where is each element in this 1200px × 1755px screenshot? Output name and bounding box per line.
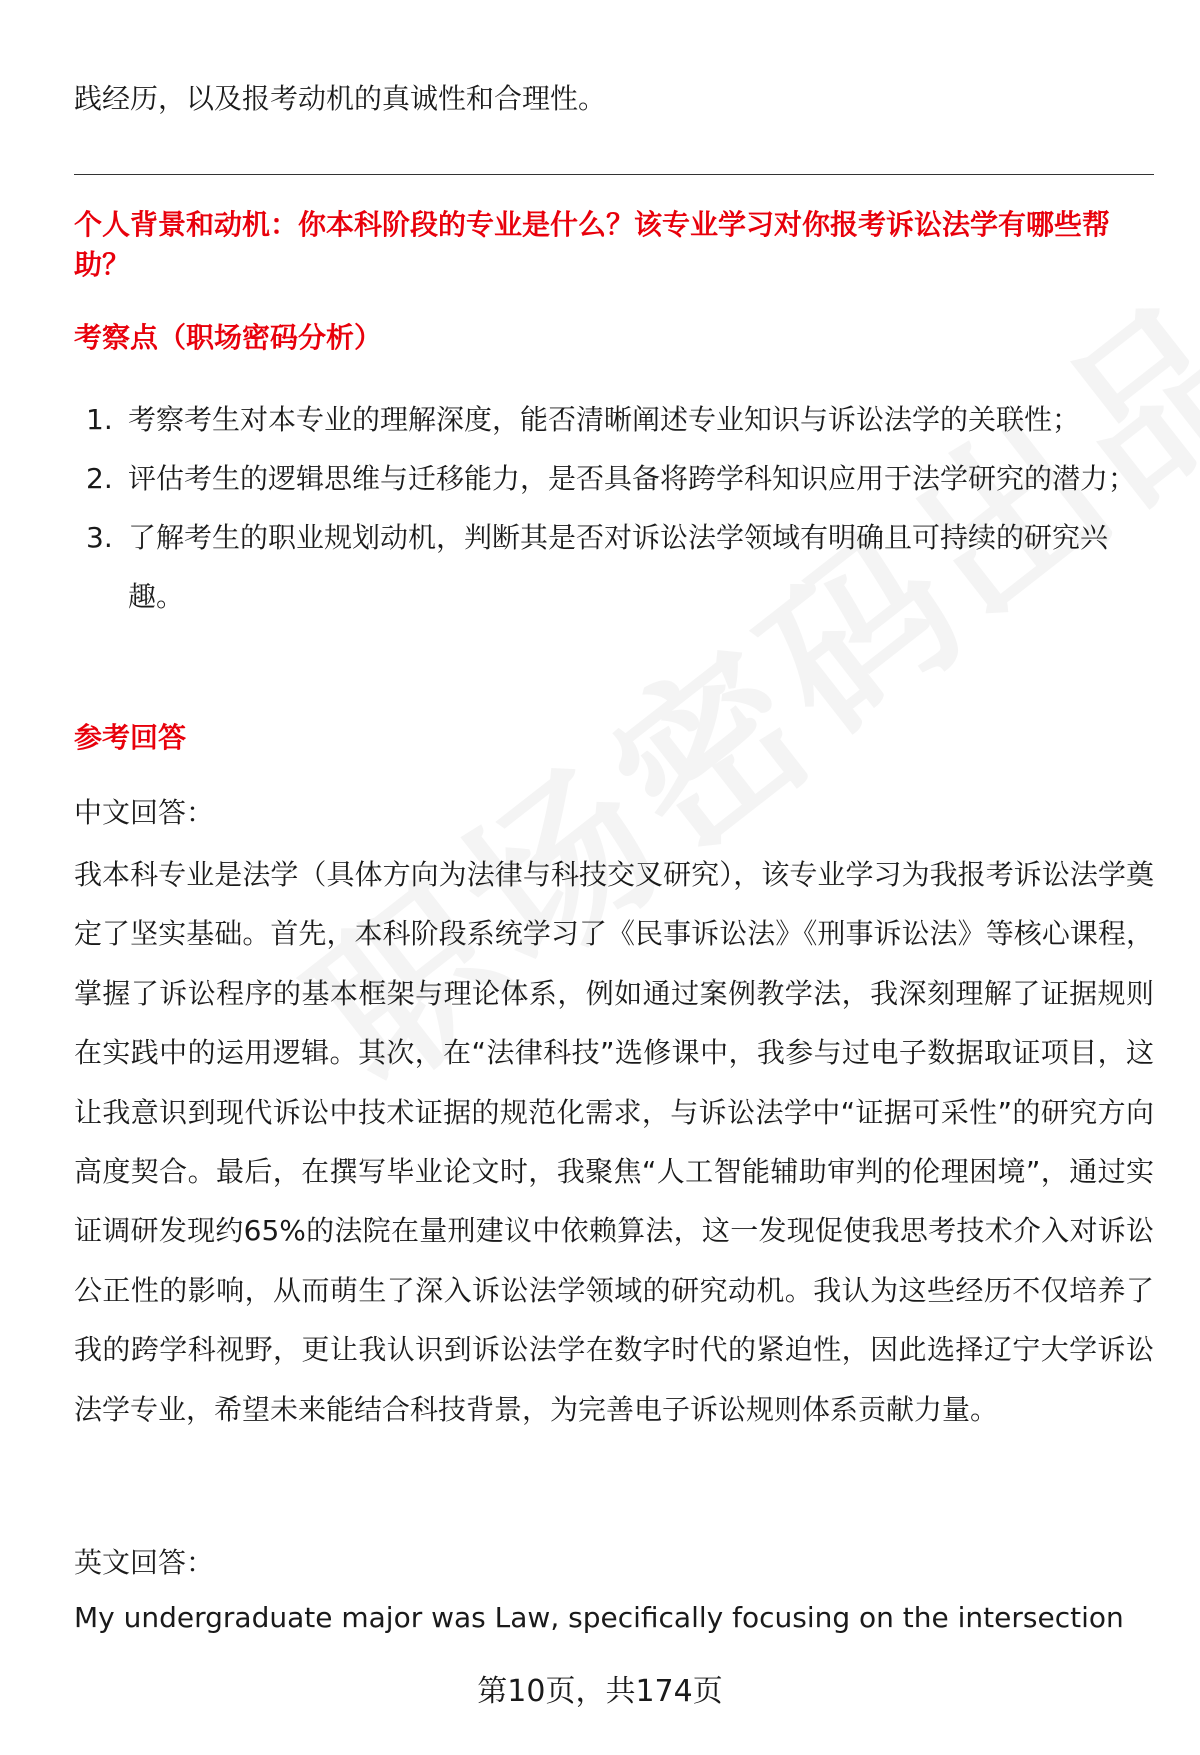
list-item xyxy=(74,390,1154,449)
chinese-answer-label: 中文回答： xyxy=(74,796,215,829)
list-item xyxy=(74,449,1154,508)
list-item-text: 评估考生的逻辑思维与迁移能力，是否具备将跨学科知识应用于法学研究的潜力； xyxy=(128,462,1137,495)
english-answer-label: 英文回答： xyxy=(74,1546,215,1579)
list-item-text: 考察考生对本专业的理解深度，能否清晰阐述专业知识与诉讼法学的关联性； xyxy=(128,403,1081,436)
chinese-answer-body: 我本科专业是法学（具体方向为法律与科技交叉研究），该专业学习为我报考诉讼法学奠定了坚实基础。首先，本科阶段系统学习了《民事诉讼法》《刑事诉讼法》等核心课程，掌握了诉讼程序的基本框架与理论体系，例如通过案例教学法，我深刻理解了证据规则在实践中的运用逻辑。其次，在“法律科技”选修课中，我参与过电子数据取证项目，这让我意识到现代诉讼中技术证据的规范化需求，与诉讼法学中“证据可采性”的研究方向高度契合。最后，在撰写毕业论文时，我聚焦“人工智能辅助审判的伦理困境”，通过实证调研发现约65%的法院在量刑建议中依赖算法，这一发现促使我思考技术介入对诉讼公正性的影响，从而萌生了深入诉讼法学领域的研究动机。我认为这些经历不仅培养了我的跨学科视野，更让我认识到诉讼法学在数字时代的紧迫性，因此选择辽宁大学诉讼法学专业，希望未来能结合科技背景，为完善电子诉讼规则体系贡献力量。 xyxy=(74,858,1154,1426)
section-divider xyxy=(74,174,1154,175)
page-indicator: 第10页，共174页 xyxy=(477,1674,723,1709)
list-item-text: 了解考生的职业规划动机，判断其是否对诉讼法学领域有明确且可持续的研究兴趣。 xyxy=(128,521,1109,613)
english-answer-body: My undergraduate major was Law, specifically focusing on the intersection xyxy=(74,1601,1124,1634)
points-heading: 考察点（职场密码分析） xyxy=(74,321,383,354)
points-list xyxy=(74,390,1154,626)
list-item-number: 1. xyxy=(86,403,113,436)
list-item-number: 3. xyxy=(86,521,113,554)
list-item xyxy=(74,508,1154,626)
continuation-text: 践经历，以及报考动机的真诚性和合理性。 xyxy=(74,82,607,115)
document-page xyxy=(74,0,1154,1755)
list-item-number: 2. xyxy=(86,462,113,495)
answer-heading: 参考回答 xyxy=(74,721,187,754)
question-heading: 个人背景和动机：你本科阶段的专业是什么？该专业学习对你报考诉讼法学有哪些帮助？ xyxy=(74,208,1111,281)
